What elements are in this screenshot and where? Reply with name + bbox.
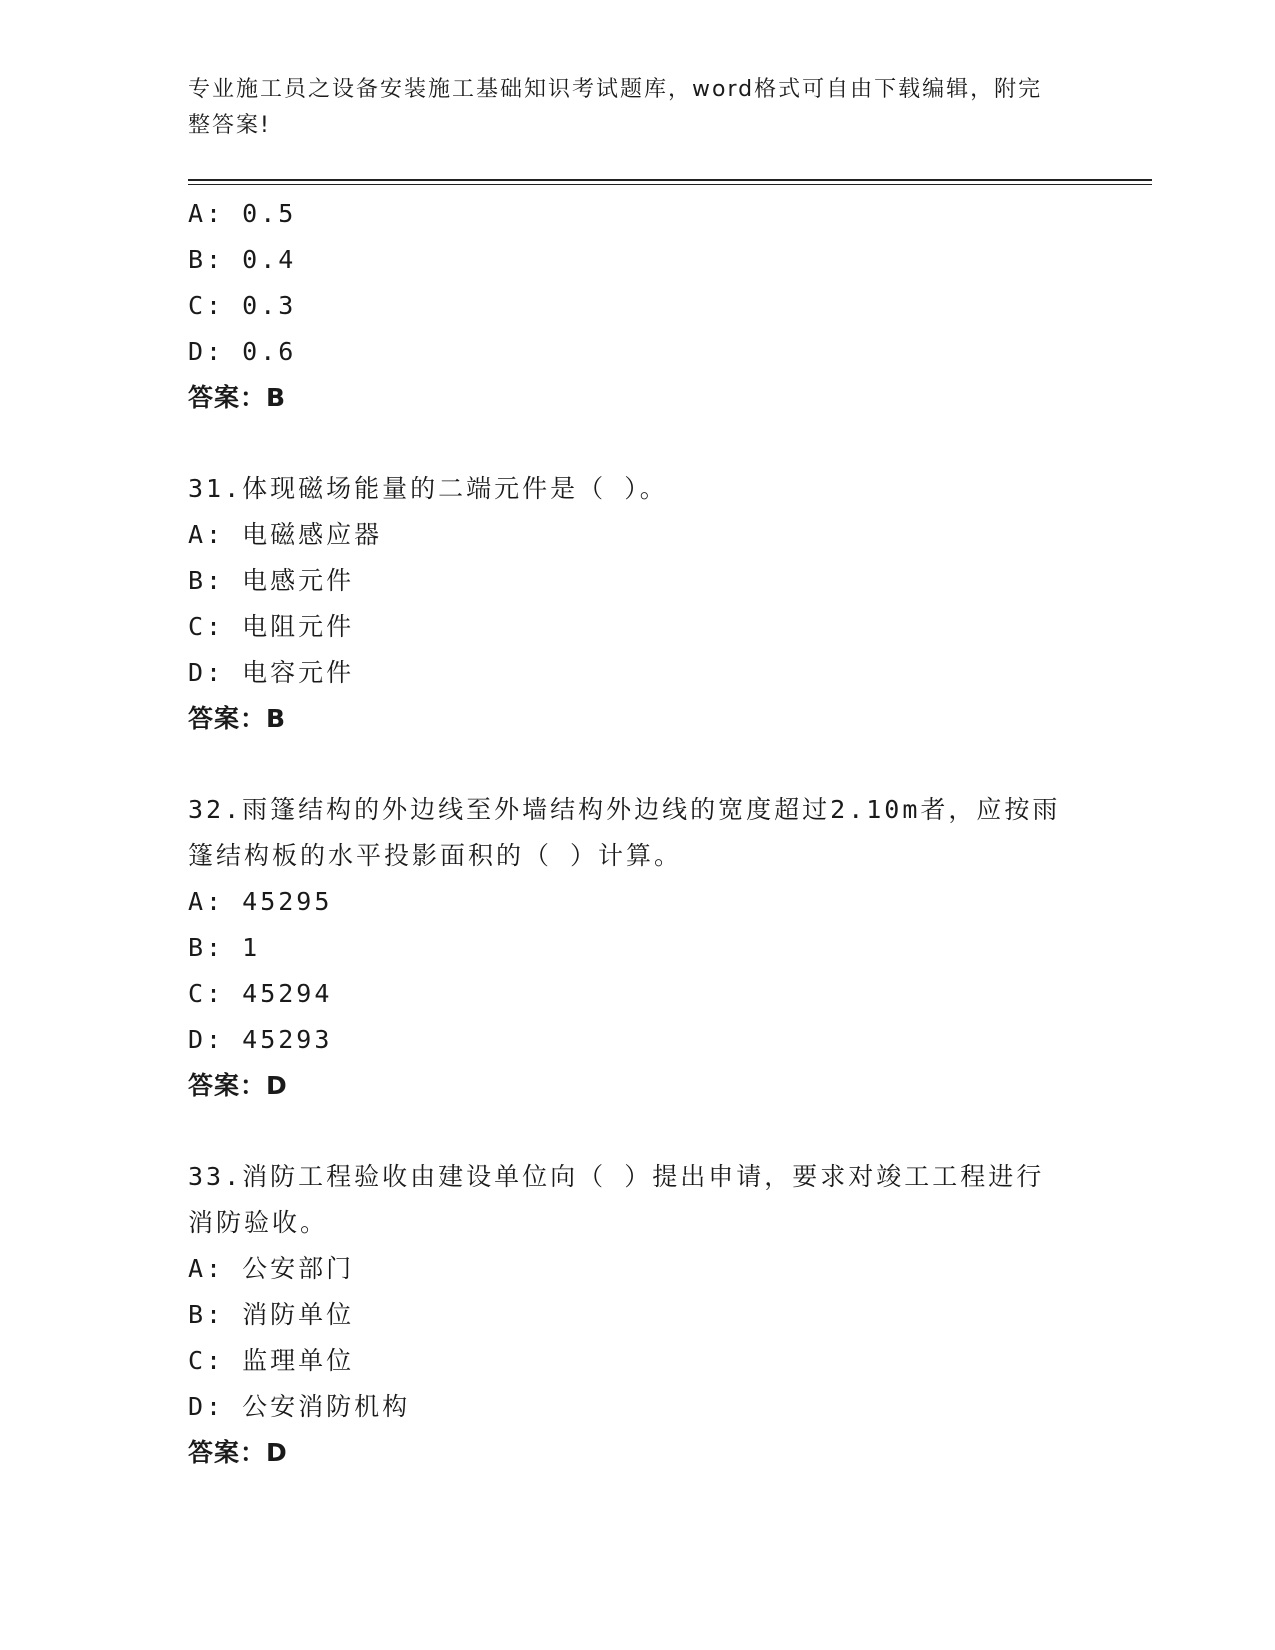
- option-b: B: 消防单位: [188, 1300, 355, 1329]
- option-c: C: 0.3: [188, 291, 297, 320]
- answer: 答案：D: [188, 1438, 288, 1467]
- question-list: [188, 191, 1108, 1476]
- question-stem-line-1: 33.消防工程验收由建设单位向（ ）提出申请，要求对竣工工程进行: [188, 1162, 1045, 1191]
- option-d: D: 0.6: [188, 337, 297, 366]
- spacer: [188, 421, 1108, 466]
- option-d: D: 45293: [188, 1025, 333, 1054]
- option-d: D: 电容元件: [188, 658, 355, 687]
- option-a: A: 电磁感应器: [188, 520, 383, 549]
- option-d: D: 公安消防机构: [188, 1392, 411, 1421]
- option-b: B: 0.4: [188, 245, 297, 274]
- question-stem-line-2: 消防验收。: [188, 1208, 329, 1237]
- header-line-2: 整答案!: [188, 113, 271, 138]
- option-c: C: 45294: [188, 979, 333, 1008]
- option-a: A: 45295: [188, 887, 333, 916]
- spacer: [188, 742, 1108, 787]
- header-line-1: 专业施工员之设备安装施工基础知识考试题库，word格式可自由下载编辑，附完: [188, 77, 1043, 102]
- option-b: B: 1: [188, 933, 261, 962]
- option-a: A: 公安部门: [188, 1254, 355, 1283]
- question-33: [188, 1154, 1108, 1476]
- question-32: [188, 787, 1108, 1109]
- option-c: C: 监理单位: [188, 1346, 355, 1375]
- question-31: [188, 466, 1108, 742]
- header-divider-thin: [188, 184, 1152, 185]
- spacer: [188, 1109, 1108, 1154]
- option-b: B: 电感元件: [188, 566, 355, 595]
- header-divider-thick: [188, 179, 1152, 181]
- document-header: [188, 72, 1068, 144]
- answer: 答案：B: [188, 704, 287, 733]
- question-30-tail: [188, 191, 1108, 421]
- answer: 答案：D: [188, 1071, 288, 1100]
- question-stem: 31.体现磁场能量的二端元件是（ ）。: [188, 474, 668, 503]
- answer: 答案：B: [188, 383, 287, 412]
- question-stem-line-2: 篷结构板的水平投影面积的（ ）计算。: [188, 841, 683, 870]
- option-c: C: 电阻元件: [188, 612, 355, 641]
- question-stem-line-1: 32.雨篷结构的外边线至外墙结构外边线的宽度超过2.10m者，应按雨: [188, 795, 1061, 824]
- option-a: A: 0.5: [188, 199, 297, 228]
